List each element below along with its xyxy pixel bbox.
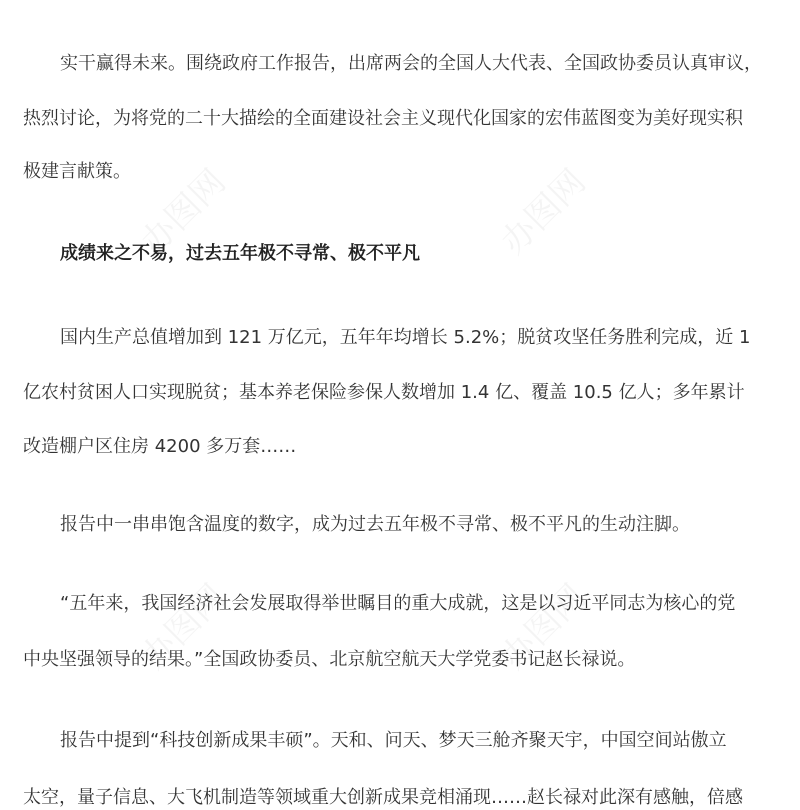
paragraph-line: 国内生产总值增加到 121 万亿元，五年年均增长 5.2%；脱贫攻坚任务胜利完成，近 1 <box>60 327 751 348</box>
paragraph-line: 热烈讨论，为将党的二十大描绘的全面建设社会主义现代化国家的宏伟蓝图变为美好现实积 <box>23 108 743 129</box>
paragraph-line: 报告中提到“科技创新成果丰硕”。天和、问天、梦天三舱齐聚天宇，中国空间站傲立 <box>60 730 727 751</box>
paragraph-line: 报告中一串串饱含温度的数字，成为过去五年极不寻常、极不平凡的生动注脚。 <box>60 514 690 535</box>
paragraph-line: 中央坚强领导的结果。”全国政协委员、北京航空航天大学党委书记赵长禄说。 <box>23 649 636 670</box>
section-heading: 成绩来之不易，过去五年极不寻常、极不平凡 <box>60 243 420 264</box>
paragraph-line: 实干赢得未来。围绕政府工作报告，出席两会的全国人大代表、全国政协委员认真审议， <box>60 53 762 74</box>
paragraph-line: 极建言献策。 <box>23 161 131 182</box>
paragraph-line: 太空，量子信息、大飞机制造等领域重大创新成果竞相涌现……赵长禄对此深有感触，倍感 <box>23 787 743 808</box>
paragraph-line: “五年来，我国经济社会发展取得举世瞩目的重大成就，这是以习近平同志为核心的党 <box>60 593 736 614</box>
paragraph-line: 亿农村贫困人口实现脱贫；基本养老保险参保人数增加 1.4 亿、覆盖 10.5 亿人；多年累计 <box>23 382 745 403</box>
paragraph-line: 改造棚户区住房 4200 多万套…… <box>23 436 297 457</box>
